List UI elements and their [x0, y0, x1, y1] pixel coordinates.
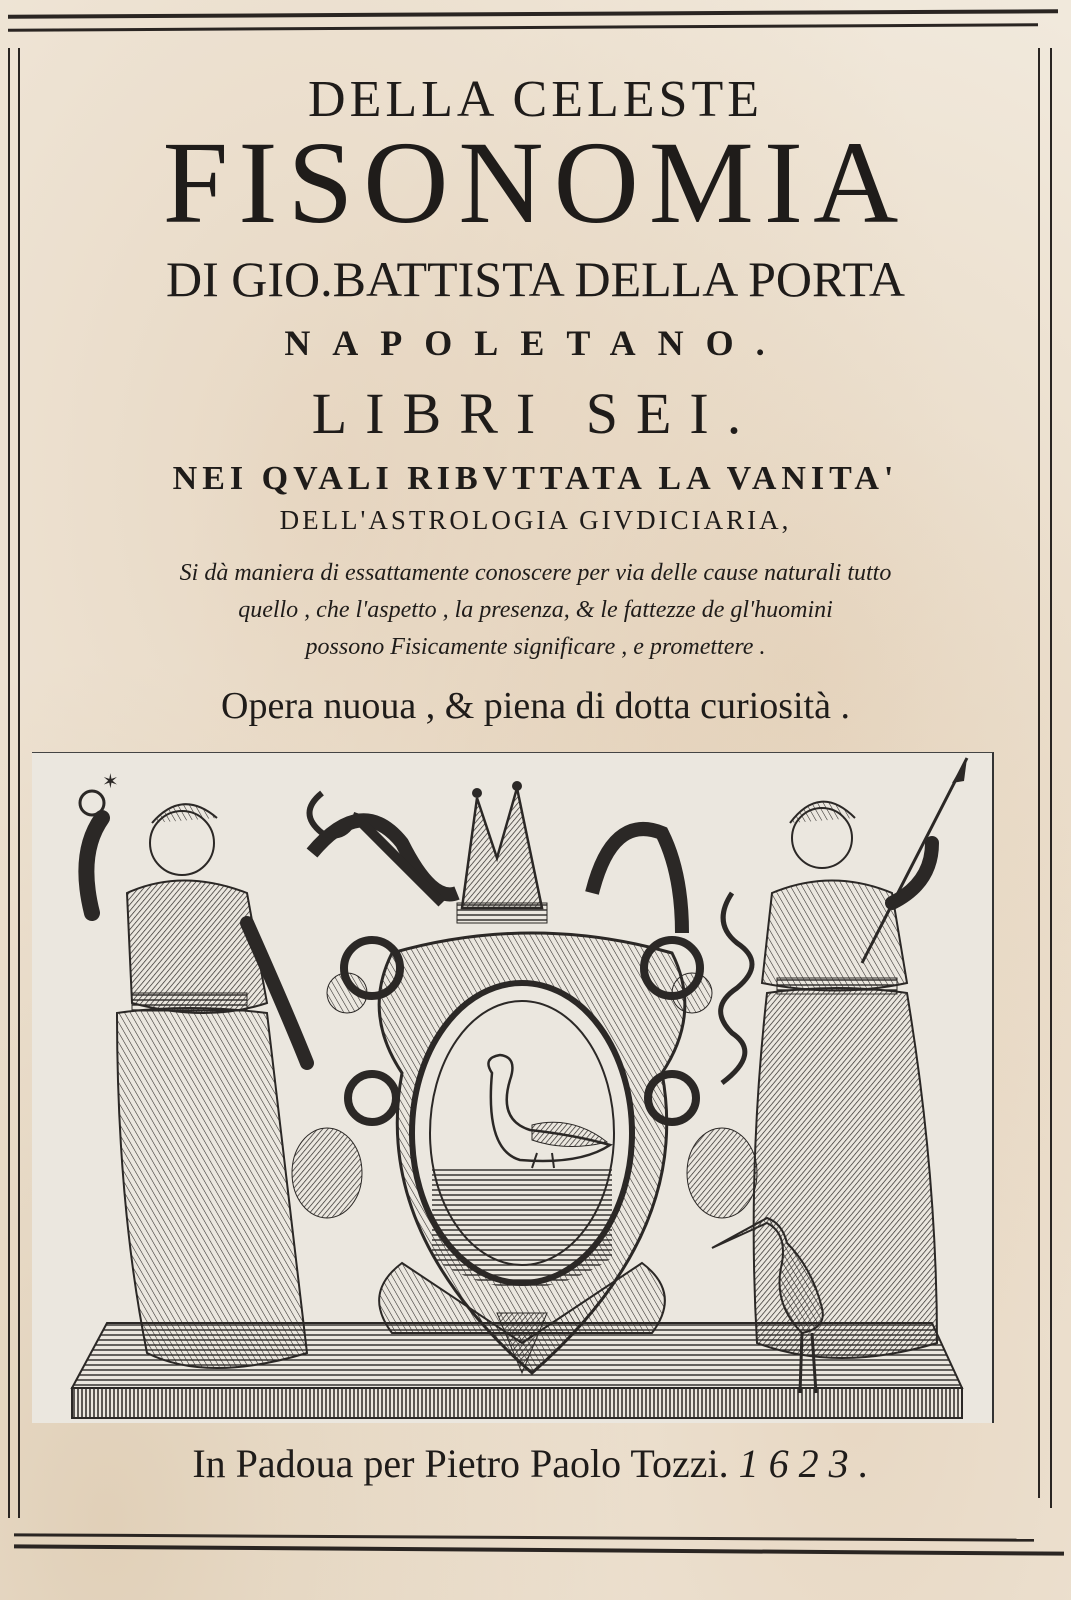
subtitle-line-2: DELL'ASTROLOGIA GIVDICIARIA,: [279, 505, 792, 535]
engraving-illustration: [32, 752, 994, 1423]
title-line-della-celeste: DELLA CELESTE: [308, 71, 763, 128]
author-origin: NAPOLETANO.: [284, 323, 787, 363]
engraving-svg: [32, 753, 992, 1423]
imprint: [0, 1440, 1071, 1487]
imprint-place-printer: In Padoua per Pietro Paolo Tozzi.: [192, 1441, 729, 1486]
description-line-1: Si dà maniera di essattamente conoscere per via delle cause naturali tutto: [179, 560, 892, 586]
left-figure: [80, 771, 307, 1368]
svg-text:✶: ✶: [102, 771, 119, 793]
right-figure: [712, 758, 967, 1393]
description-line-3: possono Fisicamente significare , e promettere .: [305, 634, 766, 660]
bishops-mitre: [310, 781, 683, 933]
main-title-fisonomia: FISONOMIA: [162, 117, 909, 248]
description-line-2: quello , che l'aspetto , la presenza, & le fattezze de gl'huomini: [238, 597, 833, 623]
subtitle-line-1: NEI QVALI RIBVTTATA LA VANITA': [172, 460, 899, 497]
imprint-year: 1623.: [738, 1441, 879, 1486]
volume-count: LIBRI SEI.: [311, 381, 760, 446]
tagline: Opera nuoua , & piena di dotta curiosità .: [221, 685, 850, 727]
spear-icon: [862, 758, 967, 963]
coat-of-arms: [292, 933, 757, 1373]
author-line: DI GIO.BATTISTA DELLA PORTA: [166, 251, 905, 307]
serpent-icon: [721, 893, 752, 1083]
